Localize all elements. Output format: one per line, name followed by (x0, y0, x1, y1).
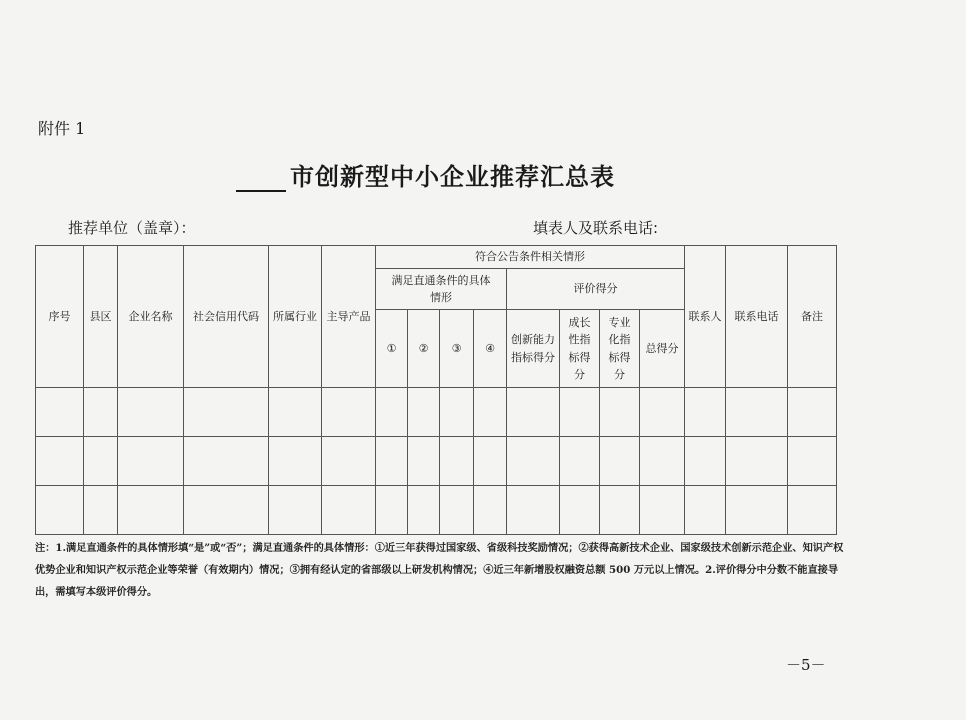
table-cell (726, 388, 788, 437)
header-direct-conditions: 满足直通条件的具体情形 (376, 269, 507, 310)
table-cell (184, 388, 269, 437)
table-cell (376, 437, 408, 486)
table-cell (36, 486, 84, 535)
header-credit-code: 社会信用代码 (184, 246, 269, 388)
table-cell (640, 388, 685, 437)
filler-contact-label: 填表人及联系电话: (533, 219, 659, 237)
header-condition-2: ② (408, 310, 440, 388)
table-cell (269, 437, 322, 486)
header-total-score: 总得分 (640, 310, 685, 388)
header-eval-score: 评价得分 (507, 269, 685, 310)
table-cell (726, 486, 788, 535)
table-cell (36, 437, 84, 486)
table-cell (408, 388, 440, 437)
header-contact: 联系人 (685, 246, 726, 388)
header-seq: 序号 (36, 246, 84, 388)
table-cell (474, 486, 507, 535)
header-specialization-score: 专业化指标得分 (600, 310, 640, 388)
table-cell (600, 437, 640, 486)
title-text: 市创新型中小企业推荐汇总表 (290, 162, 615, 191)
table-cell (84, 437, 118, 486)
page-number: －5－ (786, 656, 826, 674)
table-cell (788, 388, 837, 437)
header-growth-score: 成长性指标得分 (560, 310, 600, 388)
table-cell (685, 486, 726, 535)
table-row (36, 437, 837, 486)
table-cell (788, 486, 837, 535)
table-cell (408, 486, 440, 535)
table-cell (376, 388, 408, 437)
table-cell (376, 486, 408, 535)
table-cell (440, 486, 474, 535)
table-cell (84, 388, 118, 437)
table-cell (322, 486, 376, 535)
table-cell (84, 486, 118, 535)
table-cell (600, 388, 640, 437)
table-cell (36, 388, 84, 437)
header-remark: 备注 (788, 246, 837, 388)
table-cell (440, 388, 474, 437)
table-cell (560, 388, 600, 437)
header-phone: 联系电话 (726, 246, 788, 388)
header-innovation-score: 创新能力指标得分 (507, 310, 560, 388)
table-cell (640, 437, 685, 486)
header-industry: 所属行业 (269, 246, 322, 388)
document-title (236, 157, 615, 192)
table-cell (507, 437, 560, 486)
header-condition-3: ③ (440, 310, 474, 388)
recommending-unit-label: 推荐单位（盖章）： (68, 219, 196, 237)
annex-label: 附件 1 (38, 119, 86, 138)
city-name-blank (236, 164, 286, 192)
table-cell (118, 486, 184, 535)
footnotes: 注：1.满足直通条件的具体情形填“是”或“否”；满足直通条件的具体情形：①近三年获得过国家级、省级科技奖励情况；②获得高新技术企业、国家级技术创新示范企业、知识产权优势企业和知识产权示范企业等荣誉（有效期内）情况；③拥有经认定的省部级以上研发机构情况；④近三年新增股权融资总额 500 万元以上情况。2.评价得分中分数不能直接导出，需填写本级评价得分。 (35, 542, 844, 598)
table-cell (474, 388, 507, 437)
header-conditions-group: 符合公告条件相关情形 (376, 246, 685, 269)
table-cell (269, 486, 322, 535)
table-cell (788, 437, 837, 486)
table-cell (118, 388, 184, 437)
table-cell (118, 437, 184, 486)
header-condition-4: ④ (474, 310, 507, 388)
table-cell (640, 486, 685, 535)
table-cell (685, 437, 726, 486)
table-cell (726, 437, 788, 486)
table-row (36, 486, 837, 535)
table-cell (685, 388, 726, 437)
table-cell (269, 388, 322, 437)
table-cell (408, 437, 440, 486)
table-cell (184, 437, 269, 486)
header-county: 县区 (84, 246, 118, 388)
table-cell (440, 437, 474, 486)
table-cell (600, 486, 640, 535)
table-cell (322, 437, 376, 486)
header-condition-1: ① (376, 310, 408, 388)
summary-table (35, 245, 837, 535)
table-cell (560, 437, 600, 486)
table-cell (474, 437, 507, 486)
table-cell (507, 388, 560, 437)
header-row-1 (36, 246, 837, 269)
header-main-product: 主导产品 (322, 246, 376, 388)
table-cell (322, 388, 376, 437)
table-row (36, 388, 837, 437)
table-cell (184, 486, 269, 535)
table-cell (507, 486, 560, 535)
table-cell (560, 486, 600, 535)
header-company: 企业名称 (118, 246, 184, 388)
